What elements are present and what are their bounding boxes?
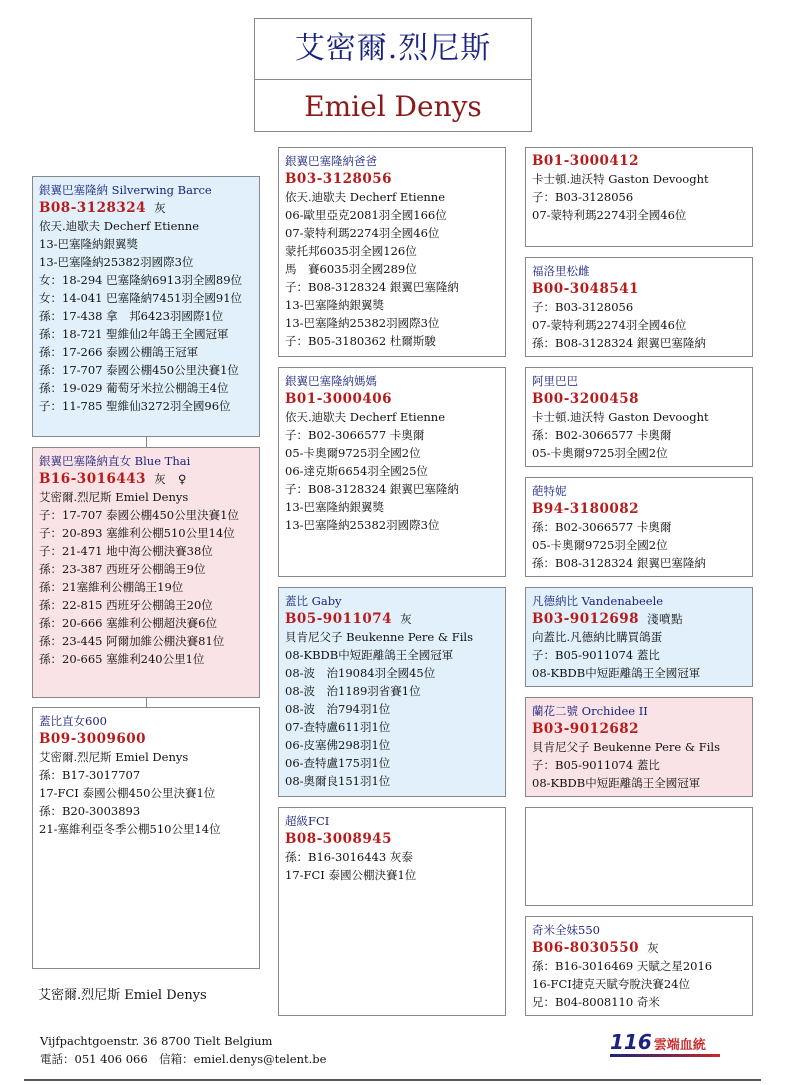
- pedigree-line: 孫：B17-3017707: [39, 768, 141, 782]
- pedigree-line: 05-卡奧爾9725羽全國2位: [285, 446, 421, 460]
- connector-gen1-a: [146, 437, 147, 447]
- pedigree-ggen-2: [525, 257, 753, 357]
- title-divider: [255, 79, 531, 80]
- color-sex-label: 灰 ♀: [154, 472, 187, 486]
- ring-number: [532, 939, 752, 957]
- color-sex-label: 淺噴點: [647, 612, 684, 626]
- pedigree-line: 子：21-471 地中海公棚決賽38位: [39, 544, 213, 558]
- ring-number-text: B05-9011074: [285, 611, 393, 627]
- bottom-rule: [24, 1079, 761, 1081]
- pedigree-line: 孫：20-665 塞維利240公里1位: [39, 652, 205, 666]
- ring-number: [532, 500, 752, 518]
- pedigree-line: 07-蒙特利瑪2274羽全國46位: [285, 226, 440, 240]
- ring-number-text: B03-9012682: [532, 721, 640, 737]
- ring-number-text: B00-3048541: [532, 281, 640, 297]
- ring-number: [532, 152, 752, 170]
- ring-number-text: B09-3009600: [39, 731, 147, 747]
- ring-number-text: B08-3008945: [285, 831, 393, 847]
- color-sex-label: 灰: [154, 201, 167, 215]
- pedigree-line: 08-波 治794羽1位: [285, 702, 391, 716]
- pedigree-line: 孫：20-666 塞維利公棚超決賽6位: [39, 616, 217, 630]
- pedigree-line: 17-FCI 泰國公棚450公里決賽1位: [39, 786, 216, 800]
- ring-number: [285, 610, 505, 628]
- pigeon-name: 阿里巴巴: [532, 374, 578, 388]
- pedigree-line: 孫：B02-3066577 卡奧爾: [532, 428, 672, 442]
- pedigree-line: 孫：19-029 葡萄牙米拉公棚鴿王4位: [39, 381, 229, 395]
- pedigree-ggen-8: [525, 916, 753, 1016]
- logo-text: 雲端血統: [653, 1038, 706, 1053]
- connector-gen1-b: [146, 698, 147, 707]
- pedigree-ggen-6: [525, 697, 753, 797]
- pedigree-line: 子：17-707 泰國公棚450公里決賽1位: [39, 508, 239, 522]
- address-line: Vijfpachtgoenstr. 36 8700 Tielt Belgium: [40, 1034, 273, 1048]
- pedigree-line: 13-巴塞隆納25382羽國際3位: [285, 518, 440, 532]
- ring-number: [532, 720, 752, 738]
- pedigree-line: 艾密爾.烈尼斯 Emiel Denys: [39, 750, 189, 764]
- pedigree-line: 貝肯尼父子 Beukenne Pere & Fils: [532, 740, 720, 754]
- pedigree-line: 08-KBDB中短距離鴿王全國冠軍: [532, 666, 701, 680]
- brand-logo: [610, 1030, 725, 1060]
- pigeon-name: 福洛里松雌: [532, 264, 590, 278]
- pedigree-line: 向蓋比.凡德納比購買鴿蛋: [532, 630, 663, 644]
- page-title-chinese: 艾密爾.烈尼斯: [294, 31, 492, 66]
- pedigree-line: 女：18-294 巴塞隆納6913羽全國89位: [39, 273, 243, 287]
- title-box: [254, 18, 532, 132]
- pedigree-line: 06-查特盧175羽1位: [285, 756, 391, 770]
- pedigree-line: 08-波 治1189羽省賽1位: [285, 684, 421, 698]
- pedigree-line: 07-蒙特利瑪2274羽全國46位: [532, 208, 687, 222]
- pedigree-ggen-3: [525, 367, 753, 467]
- ring-number: [532, 390, 752, 408]
- pedigree-line: 孫：17-707 泰國公棚450公里決賽1位: [39, 363, 239, 377]
- page-title-english: Emiel Denys: [304, 90, 482, 123]
- pigeon-name: 銀翼巴塞隆納 Silverwing Barce: [39, 183, 212, 197]
- ring-number-text: B06-8030550: [532, 940, 640, 956]
- pedigree-ggen-4: [525, 477, 753, 577]
- ring-number-text: B94-3180082: [532, 501, 640, 517]
- pedigree-line: 08-波 治19084羽全國45位: [285, 666, 436, 680]
- ring-number-text: B16-3016443: [39, 471, 147, 487]
- pedigree-line: 孫：22-815 西班牙公棚鴿王20位: [39, 598, 213, 612]
- logo-underline: [610, 1054, 720, 1057]
- ring-number: [39, 199, 259, 217]
- pedigree-dam: [32, 447, 260, 698]
- pedigree-line: 依天.迪歇夫 Decherf Etienne: [285, 190, 446, 204]
- pigeon-name: 銀翼巴塞隆納直女 Blue Thai: [39, 454, 191, 468]
- ring-number-text: B03-3128056: [285, 171, 393, 187]
- pigeon-name: 蓋比 Gaby: [285, 594, 342, 608]
- pedigree-line: 16-FCI捷克天賦夸脫決賽24位: [532, 977, 690, 991]
- pedigree-sire-sire: [278, 147, 506, 357]
- pedigree-line: 17-FCI 泰國公棚決賽1位: [285, 868, 417, 882]
- pedigree-line: 08-KBDB中短距離鴿王全國冠軍: [285, 648, 454, 662]
- pedigree-line: 子：B03-3128056: [532, 300, 634, 314]
- pedigree-line: 兄：B04-8008110 奇米: [532, 995, 660, 1009]
- ring-number: [39, 470, 259, 488]
- pedigree-line: 08-KBDB中短距離鴿王全國冠軍: [532, 776, 701, 790]
- pedigree-line: 孫：B16-3016443 灰泰: [285, 850, 413, 864]
- pedigree-line: 卡士頓.迪沃特 Gaston Devooght: [532, 172, 709, 186]
- pedigree-line: 06-皮塞佛298羽1位: [285, 738, 391, 752]
- pedigree-line: 13-巴塞隆納25382羽國際3位: [285, 316, 440, 330]
- ring-number: [285, 390, 505, 408]
- pigeon-name: 奇米全妹550: [532, 923, 600, 937]
- pedigree-line: 子：B05-9011074 蓋比: [532, 648, 660, 662]
- pedigree-line: 06-達克斯6654羽全國25位: [285, 464, 428, 478]
- pedigree-line: 依天.迪歇夫 Decherf Etienne: [39, 219, 200, 233]
- pedigree-line: 孫：17-438 拿 邦6423羽國際1位: [39, 309, 224, 323]
- pedigree-line: 孫：17-266 泰國公棚鴿王冠軍: [39, 345, 199, 359]
- pedigree-dam-dam: [278, 807, 506, 1016]
- color-sex-label: 灰: [400, 612, 413, 626]
- breeder-name: 艾密爾.烈尼斯 Emiel Denys: [38, 988, 207, 1003]
- pedigree-line: 子：11-785 聖維仙3272羽全國96位: [39, 399, 231, 413]
- pedigree-line: 子：20-893 塞維利公棚510公里14位: [39, 526, 235, 540]
- pedigree-line: 21-塞維利亞冬季公棚510公里14位: [39, 822, 221, 836]
- pedigree-line: 13-巴塞隆納銀翼獎: [285, 500, 385, 514]
- pedigree-line: 艾密爾.烈尼斯 Emiel Denys: [39, 490, 189, 504]
- pedigree-sire-dam: [278, 367, 506, 577]
- pedigree-line: 孫：B16-3016469 天賦之星2016: [532, 959, 713, 973]
- pedigree-line: 13-巴塞隆納銀翼獎: [285, 298, 385, 312]
- pedigree-line: 子：B02-3066577 卡奧爾: [285, 428, 425, 442]
- pedigree-line: 06-歐里亞克2081羽全國166位: [285, 208, 447, 222]
- pigeon-name: 銀翼巴塞隆納媽媽: [285, 374, 377, 388]
- pedigree-line: 07-查特盧611羽1位: [285, 720, 391, 734]
- pedigree-line: 子：B05-3180362 杜爾斯駿: [285, 334, 436, 348]
- pedigree-line: 卡士頓.迪沃特 Gaston Devooght: [532, 410, 709, 424]
- ring-number: [39, 730, 259, 748]
- pigeon-name: 蘭花二號 Orchidee II: [532, 704, 648, 718]
- ring-number-text: B01-3000412: [532, 153, 640, 169]
- pedigree-line: 孫：23-387 西班牙公棚鴿王9位: [39, 562, 206, 576]
- pedigree-line: 05-卡奧爾9725羽全國2位: [532, 538, 668, 552]
- pedigree-line: 女：14-041 巴塞隆納7451羽全國91位: [39, 291, 243, 305]
- ring-number: [285, 830, 505, 848]
- pedigree-line: 子：B08-3128324 銀翼巴塞隆納: [285, 280, 459, 294]
- pedigree-line: 13-巴塞隆納25382羽國際3位: [39, 255, 194, 269]
- pedigree-dam-sire: [278, 587, 506, 797]
- color-sex-label: 灰: [647, 941, 660, 955]
- pigeon-name: 超級FCI: [285, 814, 330, 828]
- pedigree-line: 孫：B08-3128324 銀翼巴塞隆納: [532, 336, 706, 350]
- ring-number: [285, 170, 505, 188]
- pedigree-line: 子：B05-9011074 蓋比: [532, 758, 660, 772]
- pedigree-ggen-1: [525, 147, 753, 247]
- pigeon-name: 銀翼巴塞隆納爸爸: [285, 154, 377, 168]
- ring-number-text: B01-3000406: [285, 391, 393, 407]
- pedigree-line: 07-蒙特利瑪2274羽全國46位: [532, 318, 687, 332]
- logo-number: 116: [610, 1030, 652, 1054]
- contact-block: [40, 1032, 326, 1068]
- pedigree-line: 05-卡奧爾9725羽全國2位: [532, 446, 668, 460]
- pedigree-line: 馬 賽6035羽全國289位: [285, 262, 417, 276]
- pedigree-line: 依天.迪歇夫 Decherf Etienne: [285, 410, 446, 424]
- pedigree-line: 13-巴塞隆納銀翼獎: [39, 237, 139, 251]
- ring-number-text: B00-3200458: [532, 391, 640, 407]
- pedigree-line: 08-奧爾良151羽1位: [285, 774, 391, 788]
- pedigree-line: 蒙托邦6035羽全國126位: [285, 244, 417, 258]
- pedigree-line: 子：B03-3128056: [532, 190, 634, 204]
- ring-number-text: B08-3128324: [39, 200, 147, 216]
- pedigree-line: 貝肯尼父子 Beukenne Pere & Fils: [285, 630, 473, 644]
- pedigree-line: 孫：B20-3003893: [39, 804, 141, 818]
- pedigree-line: 孫：B08-3128324 銀翼巴塞隆納: [532, 556, 706, 570]
- pedigree-ggen-5: [525, 587, 753, 687]
- ring-number: [532, 610, 752, 628]
- pedigree-line: 子：B08-3128324 銀翼巴塞隆納: [285, 482, 459, 496]
- pedigree-line: 孫：21塞維利公棚鴿王19位: [39, 580, 184, 594]
- pigeon-name: 葩特妮: [532, 484, 567, 498]
- pedigree-line: 孫：18-721 聖維仙2年鴿王全國冠軍: [39, 327, 229, 341]
- pedigree-sire: [32, 176, 260, 437]
- pigeon-name: 蓋比直女600: [39, 714, 107, 728]
- pedigree-line: 孫：B02-3066577 卡奧爾: [532, 520, 672, 534]
- ring-number-text: B03-9012698: [532, 611, 640, 627]
- pedigree-ggen-7: [525, 807, 753, 906]
- pedigree-sibling: [32, 707, 260, 969]
- pigeon-name: 凡德納比 Vandenabeele: [532, 594, 664, 608]
- pedigree-line: 孫：23-445 阿爾加維公棚決賽81位: [39, 634, 225, 648]
- contact-line: 電話：051 406 066 信箱：emiel.denys@telent.be: [40, 1052, 327, 1066]
- ring-number: [532, 280, 752, 298]
